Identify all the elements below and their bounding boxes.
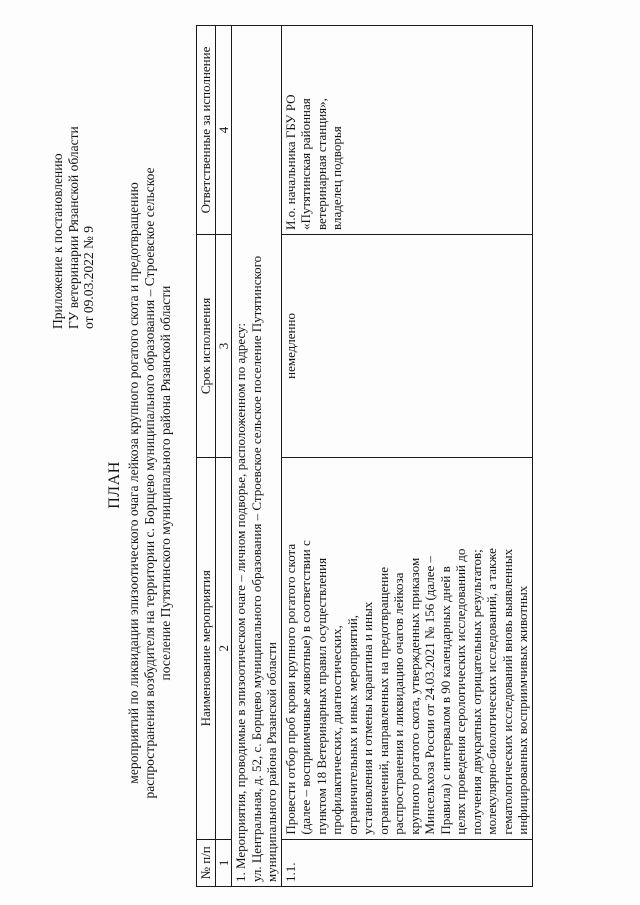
column-number-row	[215, 26, 232, 887]
section-line: муниципального района Рязанской области	[264, 642, 279, 882]
name-line: распространения и ликвидацию очагов лейкоза	[391, 572, 406, 835]
name-line: целях проведения серологических исследований до	[453, 548, 468, 835]
row-responsible	[281, 26, 532, 235]
section-row	[232, 26, 282, 887]
resp-line: владелец подворья	[329, 126, 344, 230]
name-line: Минсельхоза России от 24.03.2021 № 156 (далее –	[422, 555, 437, 835]
approval-line: ГУ ветеринарии Рязанской области	[65, 126, 81, 329]
document-subtitle	[126, 123, 174, 843]
resp-line: И.о. начальника ГБУ РО	[282, 94, 298, 230]
plan-table	[196, 25, 533, 887]
section-line: 1. Мероприятия, проводимые в эпизоотическом очаге – личном подворье, расположенном по адресу:	[233, 323, 248, 882]
name-line: пунктом 18 Ветеринарных правил осуществления	[313, 557, 329, 835]
table-row	[281, 26, 532, 887]
row-term: немедленно	[281, 235, 532, 458]
resp-line: «Путятинская районная	[298, 98, 313, 230]
name-line: получения двукратных отрицательных результатов;	[468, 549, 484, 835]
name-line: (далее – восприимчивые животные) в соответствии с	[298, 540, 313, 835]
resp-line: ветеринарная станция»,	[313, 98, 329, 230]
name-line: ограничений, направленных на предотвращение	[375, 567, 391, 835]
name-line: Провести отбор проб крови крупного рогатого скота	[282, 543, 298, 835]
header-num: № п/п	[197, 839, 216, 886]
name-line: установления и отмены карантина и иных	[360, 601, 375, 835]
table-header-row	[197, 26, 216, 887]
approval-line: от 09.03.2022 № 9	[81, 226, 96, 329]
name-line: гематологических исследований вновь выявленных	[499, 548, 515, 835]
document-title: ПЛАН	[106, 461, 123, 509]
subtitle-line: мероприятий по ликвидации эпизоотического очага лейкоза крупного рогатого скота и предотвращению	[126, 182, 141, 784]
header-responsible: Ответственные за исполнение	[197, 26, 216, 235]
row-num: 1.1.	[281, 839, 532, 886]
section-heading	[232, 26, 282, 887]
approval-line: Приложение к постановлению	[50, 153, 65, 329]
name-line: инфицированных восприимчивых животных	[515, 585, 530, 835]
column-number: 2	[215, 457, 232, 839]
column-number: 4	[215, 26, 232, 235]
column-number: 1	[215, 839, 232, 886]
subtitle-line: распространения возбудителя на территории с. Борщево муниципального образования – Строевское сельское	[142, 167, 157, 799]
header-name: Наименование мероприятия	[197, 457, 216, 839]
name-line: крупного рогатого скота, утвержденных приказом	[406, 557, 422, 835]
name-line: молекулярно-биологических исследований, а также	[484, 548, 499, 835]
name-line: профилактических, диагностических,	[329, 625, 344, 835]
header-term: Срок исполнения	[197, 235, 216, 458]
row-name	[281, 457, 532, 839]
subtitle-line: поселение Путятинского муниципального района Рязанской области	[158, 285, 173, 681]
column-number: 3	[215, 235, 232, 458]
name-line: Правила) с интервалом в 90 календарных дней в	[437, 566, 453, 835]
name-line: ограничительных и иных мероприятий,	[344, 614, 360, 835]
section-line: ул. Центральная, д. 52, с. Борщево муниципального образования – Строевское сельское поселение Путятинского	[248, 255, 264, 882]
approval-block	[50, 69, 97, 329]
